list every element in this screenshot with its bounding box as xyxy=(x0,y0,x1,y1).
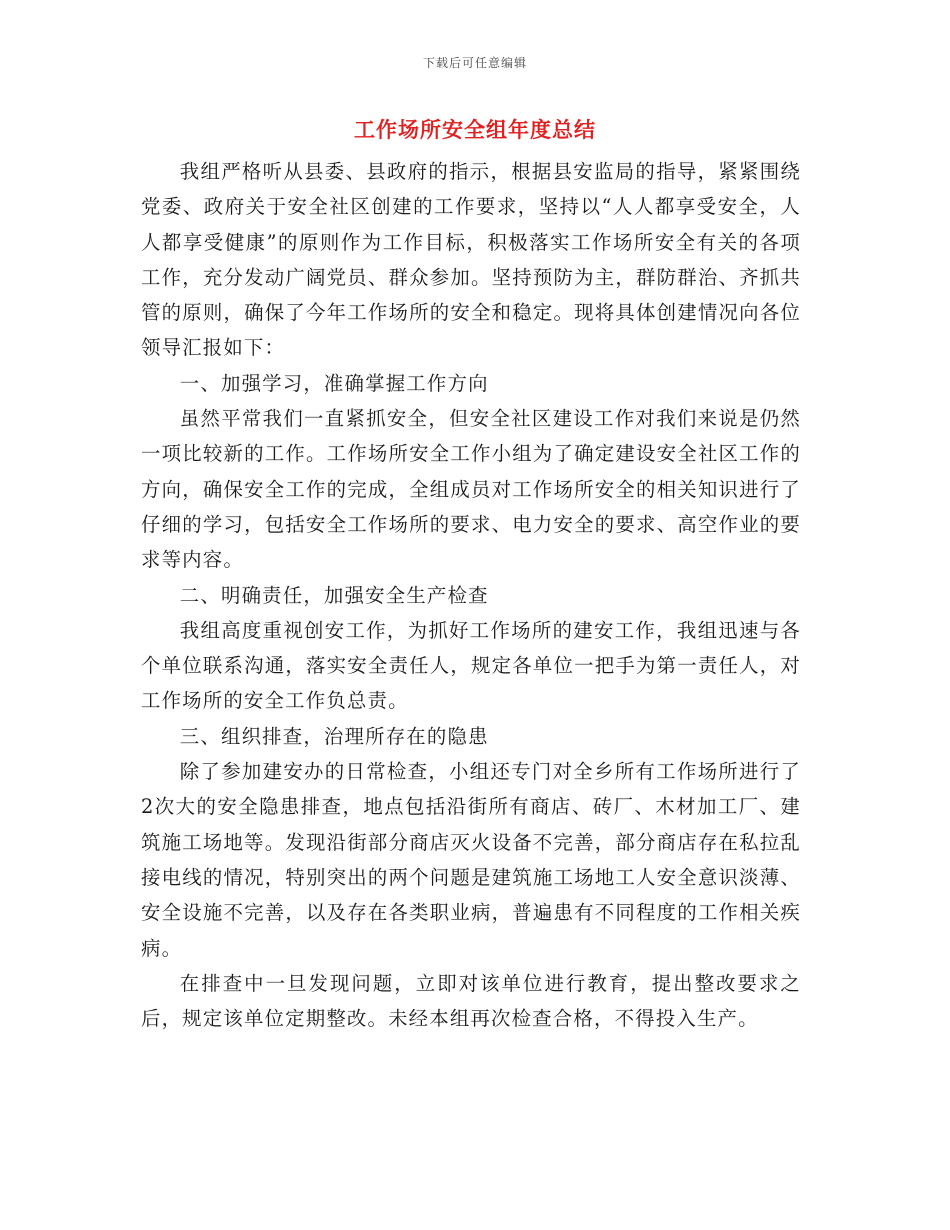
paragraph-section-3: 除了参加建安办的日常检查，小组还专门对全乡所有工作场所进行了2次大的安全隐患排查，地点包括沿街所有商店、砖厂、木材加工厂、建筑施工场地等。发现沿街部分商店灭火设备不完善，部分商店存在私拉乱接电线的情况，特别突出的两个问题是建筑施工场地工人安全意识淡薄、安全设施不完善，以及存在各类职业病，普遍患有不同程度的工作相关疾病。 xyxy=(141,760,801,960)
paragraph-section-1: 虽然平常我们一直紧抓安全，但安全社区建设工作对我们来说是仍然一项比较新的工作。工作场所安全工作小组为了确定建设安全社区工作的方向，确保安全工作的完成，全组成员对工作场所安全的相关知识进行了仔细的学习，包括安全工作场所的要求、电力安全的要求、高空作业的要求等内容。 xyxy=(141,407,801,572)
header-note: 下载后可任意编辑 xyxy=(422,56,527,70)
section-heading-1: 一、加强学习，准确掌握工作方向 xyxy=(179,371,489,395)
paragraph-section-2: 我组高度重视创安工作，为抓好工作场所的建安工作，我组迅速与各个单位联系沟通，落实安全责任人，规定各单位一把手为第一责任人，对工作场所的安全工作负总责。 xyxy=(141,618,801,713)
section-heading-2: 二、明确责任，加强安全生产检查 xyxy=(179,583,489,607)
paragraph-intro: 我组严格听从县委、县政府的指示，根据县安监局的指导，紧紧围绕党委、政府关于安全社区创建的工作要求，坚持以“人人都享受安全，人人都享受健康”的原则作为工作目标，积极落实工作场所安全有关的各项工作，充分发动广阔党员、群众参加。坚持预防为主，群防群治、齐抓共管的原则，确保了今年工作场所的安全和稳定。现将具体创建情况向各位领导汇报如下： xyxy=(141,160,801,360)
section-heading-3: 三、组织排查，治理所存在的隐患 xyxy=(179,724,489,748)
paragraph-rectification: 在排查中一旦发现问题，立即对该单位进行教育，提出整改要求之后，规定该单位定期整改。未经本组再次检查合格，不得投入生产。 xyxy=(141,971,801,1031)
document-title: 工作场所安全组年度总结 xyxy=(354,117,596,142)
document-body xyxy=(141,154,801,1036)
